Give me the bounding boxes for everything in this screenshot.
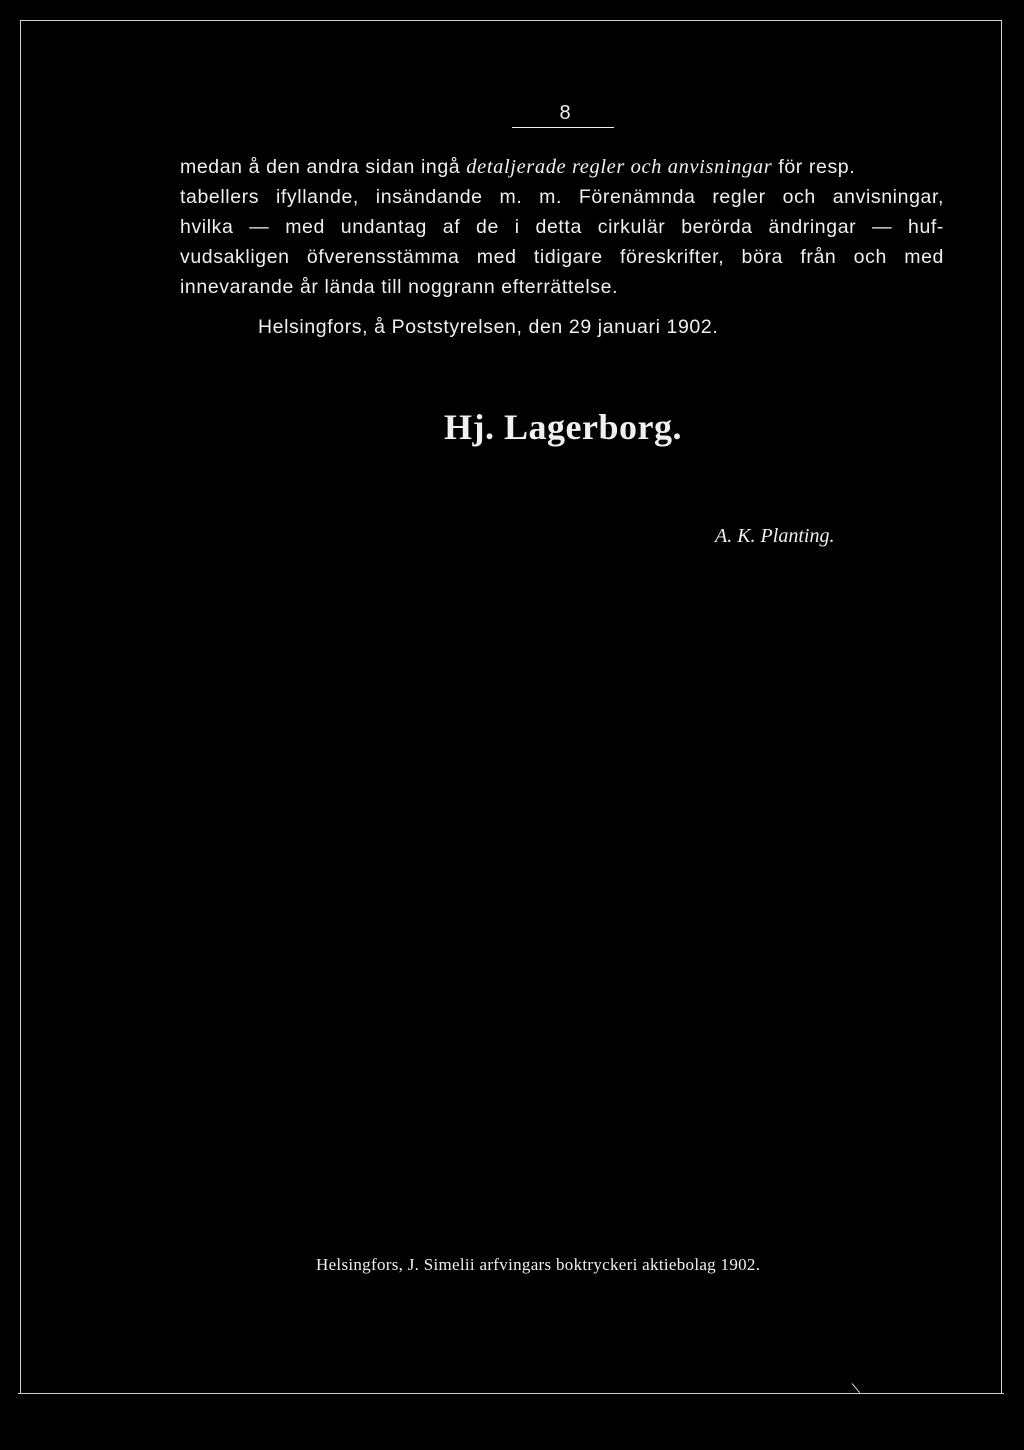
body-line-2: tabellers ifyllande, insändande m. m. Förenämnda regler och anvisningar, — [180, 186, 944, 208]
body-line-1-start: medan å den andra sidan ingå — [180, 156, 467, 178]
body-line-5: innevarande år lända till noggrann efterrättelse. — [180, 276, 619, 298]
signature-main: Hj. Lagerborg. — [444, 407, 682, 447]
printer-imprint: Helsingfors, J. Simelii arfvingars boktryckeri aktiebolag 1902. — [316, 1255, 761, 1274]
dateline: Helsingfors, å Poststyrelsen, den 29 januari 1902. — [258, 316, 719, 338]
page-number-rule — [512, 127, 614, 128]
signature-secondary: A. K. Planting. — [715, 525, 835, 547]
body-line-3: hvilka — med undantag af de i detta cirkulär berörda ändringar — huf- — [180, 216, 944, 238]
body-paragraph — [180, 152, 950, 302]
body-line-1 — [180, 152, 950, 182]
body-line-1-end: för resp. — [772, 156, 856, 178]
page-number: 8 — [559, 102, 571, 124]
body-line-1-italic: detaljerade regler och anvisningar — [466, 156, 773, 178]
scan-bottom-edge — [18, 1393, 1004, 1394]
body-line-4: vudsakligen öfverensstämma med tidigare föreskrifter, böra från och med — [180, 246, 944, 268]
